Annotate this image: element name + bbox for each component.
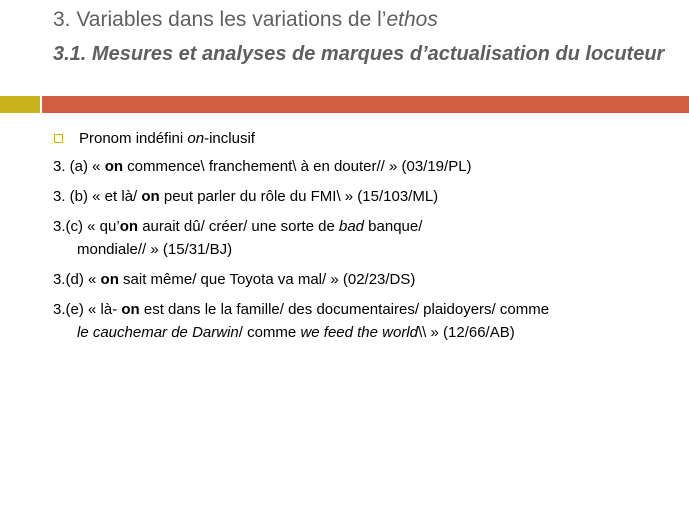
slide-content [53, 127, 673, 351]
example-d: 3.(d) « on sait même/ que Toyota va mal/ » (02/23/DS) [53, 271, 416, 288]
example-b: 3. (b) « et là/ on peut parler du rôle du FMI\ » (15/103/ML) [53, 188, 439, 205]
bullet-text: Pronom indéfini on-inclusif [79, 130, 255, 147]
example-c: 3.(c) « qu’on aurait dû/ créer/ une sorte de bad banque/ mondiale// » (15/31/BJ) [53, 218, 423, 258]
title-text: 3. Variables dans les variations de l’ [53, 8, 387, 31]
bullet-item [53, 127, 673, 150]
example-a: 3. (a) « on commence\ franchement\ à en douter// » (03/19/PL) [53, 158, 472, 175]
slide-title [53, 6, 683, 34]
accent-bar-right [42, 96, 689, 113]
example-e: 3.(e) « là- on est dans le la famille/ des documentaires/ plaidoyers/ comme le cauchemar de Darwin/ comme we feed the world\\ » (12/66/AB) [53, 301, 550, 341]
slide-subtitle: 3.1. Mesures et analyses de marques d’actualisation du locuteur [53, 43, 665, 65]
title-italic-word: ethos [386, 8, 438, 31]
square-bullet-icon [54, 134, 63, 143]
accent-bar-left [0, 96, 40, 113]
